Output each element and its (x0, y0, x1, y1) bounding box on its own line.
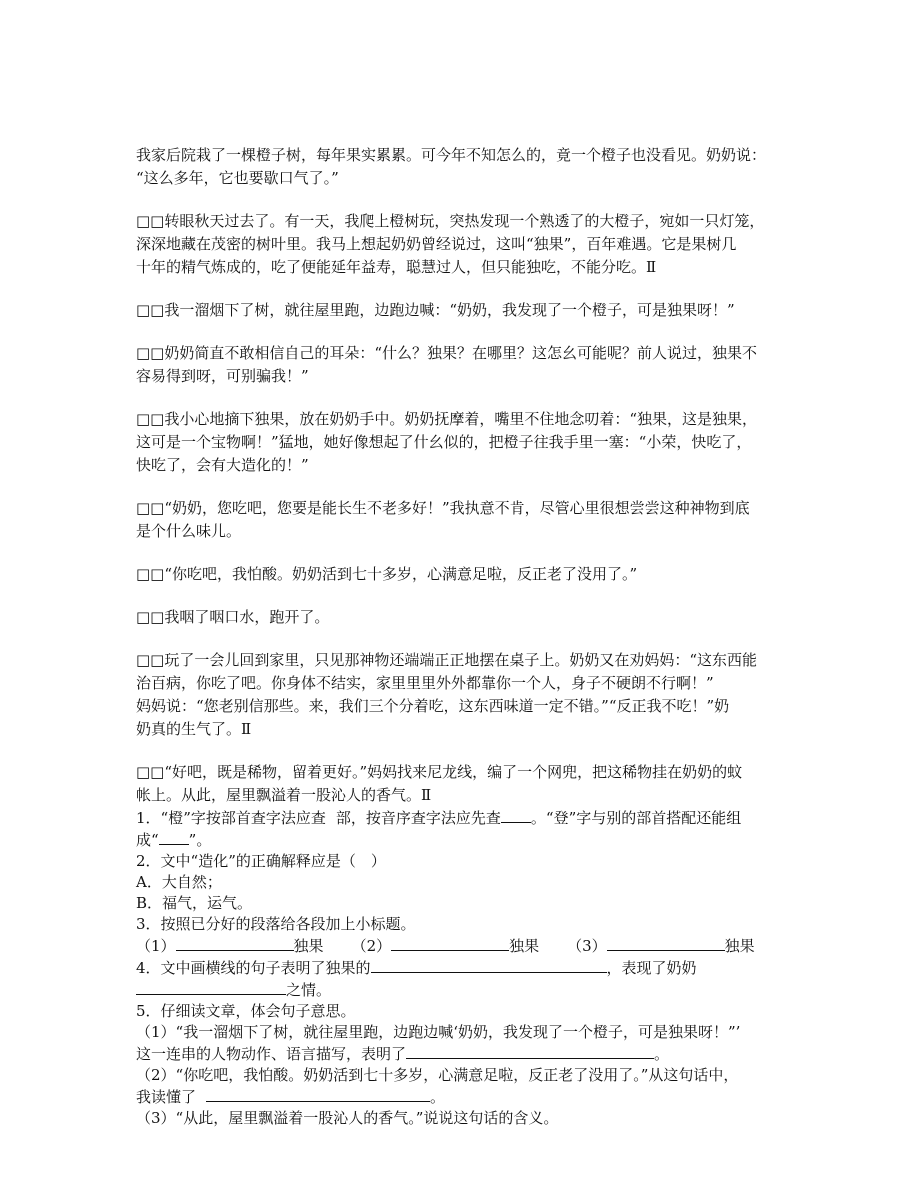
question-5-1-continued (136, 1043, 816, 1065)
question-text: 4．文中画横线的句子表明了独果的 (136, 959, 371, 977)
passage-line: 奶真的生气了。Ⅱ (136, 720, 252, 738)
answer-blank[interactable] (176, 935, 294, 951)
passage-line: “这么多年，它也要歇口气了。” (136, 169, 339, 187)
passage-paragraph (136, 761, 816, 807)
question-section (136, 807, 816, 1129)
passage-paragraph (136, 342, 816, 388)
answer-blank[interactable] (159, 829, 189, 845)
option-a[interactable] (136, 872, 816, 893)
answer-blank[interactable] (136, 979, 286, 995)
question-2 (136, 851, 816, 872)
question-text: 之情。 (286, 981, 332, 999)
question-text: ”。 (188, 831, 212, 849)
question-text: 3．按照已分好的段落给各段加上小标题。 (136, 915, 416, 933)
passage-line: 快吃了，会有大造化的！” (136, 456, 309, 474)
passage-paragraph (136, 299, 816, 322)
passage-line: □□“好吧，既是稀物，留着更好。”妈妈找来尼龙线，编了一个网兜，把这稀物挂在奶奶的蚊 (136, 763, 743, 781)
passage-paragraph (136, 497, 816, 543)
answer-suffix: 独果 (293, 937, 324, 955)
question-3 (136, 914, 816, 935)
question-text: 。“登”字与别的部首搭配还能组 (530, 809, 742, 827)
passage-line: 帐上。从此，屋里飘溢着一股沁人的香气。Ⅱ (136, 786, 432, 804)
question-text: 。 (654, 1045, 670, 1063)
option-label: A．大自然； (136, 873, 222, 891)
passage-paragraph (136, 210, 816, 279)
question-4 (136, 957, 816, 979)
question-5-3 (136, 1108, 816, 1129)
answer-blank[interactable] (406, 1043, 654, 1059)
question-text: 部，按音序查字法应先查 (335, 809, 501, 827)
passage-paragraph (136, 563, 816, 586)
passage-line: 深深地藏在茂密的树叶里。我马上想起奶奶曾经说过，这叫“独果”，百年难遇。它是果树几 (136, 235, 737, 253)
answer-number: （2） (351, 937, 392, 955)
answer-blank[interactable] (206, 1086, 430, 1102)
passage-line: 容易得到呀，可别骗我！” (136, 367, 309, 385)
passage-line: □□我一溜烟下了树，就往屋里跑，边跑边喊：“奶奶，我发现了一个橙子，可是独果呀！” (136, 301, 735, 319)
question-text: （1）“我一溜烟下了树，就往屋里跑，边跑边喊‘奶奶，我发现了一个橙子，可是独果呀！”’ (136, 1023, 741, 1041)
passage-line: 这可是一个宝物啊！”猛地，她好像想起了什幺似的，把橙子往我手里一塞：“小荣，快吃了， (136, 433, 752, 451)
question-text: （3）“从此，屋里飘溢着一股沁人的香气。”说说这句话的含义。 (136, 1109, 559, 1127)
question-1-continued (136, 829, 816, 851)
passage-paragraph (136, 408, 816, 477)
answer-blank[interactable] (371, 957, 607, 973)
passage-paragraph (136, 144, 816, 190)
passage-line: 十年的精气炼成的，吃了便能延年益寿，聪慧过人，但只能独吃，不能分吃。Ⅱ (136, 258, 657, 276)
question-3-answers (136, 935, 816, 957)
question-text: （2）“你吃吧，我怕酸。奶奶活到七十多岁，心满意足啦，反正老了没用了。”从这句话中， (136, 1066, 739, 1084)
question-text: 2．文中“造化”的正确解释应是（ ） (136, 852, 386, 870)
question-5-2 (136, 1065, 816, 1086)
passage-line: □□奶奶简直不敢相信自己的耳朵：“什么？独果？在哪里？这怎幺可能呢？前人说过，独果不 (136, 344, 758, 362)
option-b[interactable] (136, 893, 816, 914)
answer-suffix: 独果 (509, 937, 540, 955)
question-text: ，表现了奶奶 (606, 959, 697, 977)
question-text: 。 (430, 1088, 446, 1106)
answer-number: （3） (567, 937, 607, 955)
answer-suffix: 独果 (724, 937, 755, 955)
answer-blank[interactable] (391, 935, 509, 951)
passage-line: □□我小心地摘下独果，放在奶奶手中。奶奶抚摩着，嘴里不住地念叨着：“独果，这是独果， (136, 410, 758, 428)
passage-line: 治百病，你吃了吧。你身体不结实，家里里里外外都靠你一个人，身子不硬朗不行啊！” (136, 674, 714, 692)
question-text: 这一连串的人物动作、语言描写，表明了 (136, 1045, 407, 1063)
passage-line: □□“你吃吧，我怕酸。奶奶活到七十多岁，心满意足啦，反正老了没用了。” (136, 565, 638, 583)
question-5-1 (136, 1022, 816, 1043)
passage-paragraph (136, 606, 816, 629)
question-1 (136, 807, 816, 829)
passage-line: □□“奶奶，您吃吧，您要是能长生不老多好！”我执意不肯，尽管心里很想尝尝这种神物到底 (136, 499, 750, 517)
passage-line: 妈妈说：“您老别信那些。来，我们三个分着吃，这东西味道一定不错。”“反正我不吃！”奶 (136, 697, 730, 715)
question-4-continued (136, 979, 816, 1001)
passage-line: □□我咽了咽口水，跑开了。 (136, 608, 330, 626)
question-5 (136, 1001, 816, 1022)
answer-number: （1） (136, 937, 176, 955)
question-text: 成“ (136, 831, 159, 849)
question-text: 1．“橙”字按部首查字法应查 (136, 809, 326, 827)
question-text: 5．仔细读文章，体会句子意思。 (136, 1002, 356, 1020)
answer-blank[interactable] (607, 935, 725, 951)
question-text: 我读懂了 (136, 1088, 197, 1106)
question-5-2-continued (136, 1086, 816, 1108)
passage-line: 我家后院栽了一棵橙子树，每年果实累累。可今年不知怎么的，竟一个橙子也没看见。奶奶说： (136, 146, 767, 164)
passage-line: □□玩了一会儿回到家里，只见那神物还端端正正地摆在桌子上。奶奶又在劝妈妈：“这东西能 (136, 651, 758, 669)
option-label: B．福气，运气。 (136, 894, 253, 912)
passage-line: 是个什么味儿。 (136, 522, 242, 540)
passage-paragraph (136, 649, 816, 741)
worksheet (136, 144, 816, 1129)
answer-blank[interactable] (501, 807, 531, 823)
passage-line: □□转眼秋天过去了。有一天，我爬上橙树玩，突热发现一个熟透了的大橙子，宛如一只灯笼， (136, 212, 765, 230)
